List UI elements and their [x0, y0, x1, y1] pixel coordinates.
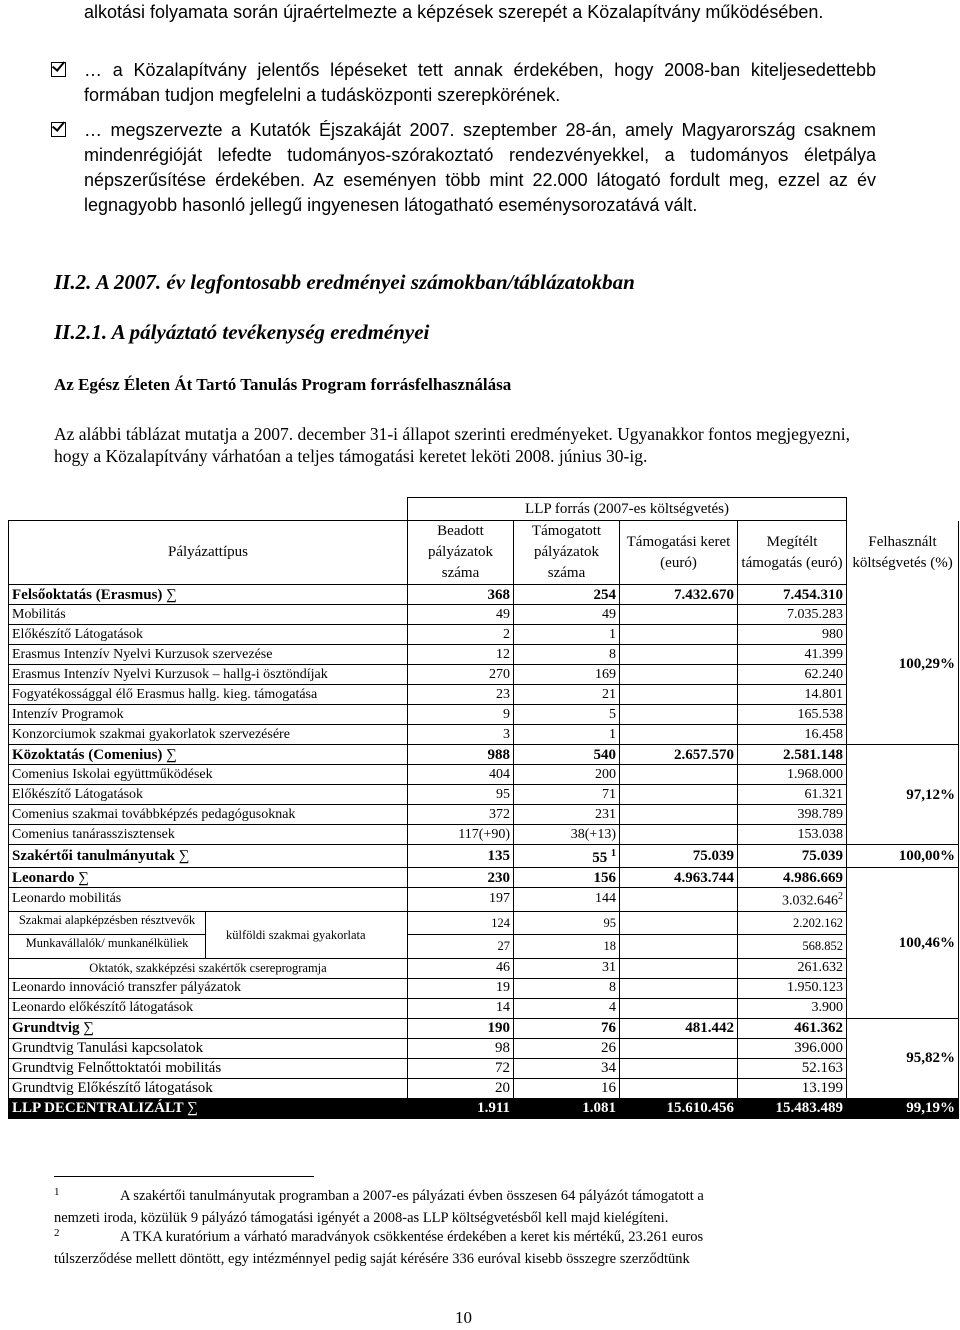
cell: 34 — [514, 1058, 620, 1078]
pct-cell: 100,29% — [847, 585, 959, 745]
row-name: Leonardo előkészítő látogatások — [9, 998, 408, 1018]
cell: 7.035.283 — [738, 605, 847, 625]
page-number: 10 — [455, 1308, 472, 1327]
cell: 1.968.000 — [738, 765, 847, 785]
pct-cell: 100,00% — [847, 845, 959, 868]
row-name: Mobilitás — [9, 605, 408, 625]
cell: 4.963.744 — [620, 868, 738, 888]
footnote-text: A TKA kuratórium a várható maradványok csökkentése érdekében a keret kis mértékű, 23.261 euros — [120, 1229, 704, 1245]
sum-symbol: ∑ — [83, 1020, 94, 1037]
row-name: Szakértői tanulmányutak — [12, 848, 175, 864]
cell: 98 — [408, 1038, 514, 1058]
cell — [514, 845, 620, 868]
sub-label: külföldi szakmai gyakorlata — [226, 927, 366, 942]
table-row — [9, 585, 959, 605]
cell: 71 — [514, 785, 620, 805]
cell: 135 — [408, 845, 514, 868]
table-row — [9, 745, 959, 765]
cell: 254 — [514, 585, 620, 605]
row-name: Grundtvig Előkészítő látogatások — [9, 1078, 408, 1098]
cell: 3.900 — [738, 998, 847, 1018]
cell: 61.321 — [738, 785, 847, 805]
cell: 372 — [408, 805, 514, 825]
footnote-text: túlszerződése mellett döntött, egy intézménnyel pedig saját kérésére 336 euróval kisebb összegre szerződtünk — [54, 1251, 690, 1267]
cell: 261.632 — [738, 958, 847, 978]
row-name: Grundtvig Tanulási kapcsolatok — [9, 1038, 408, 1058]
cell: 124 — [408, 911, 514, 935]
cell: 41.399 — [738, 645, 847, 665]
header-used: Felhasznált költségvetés (%) — [847, 521, 959, 585]
cell: 1 — [514, 625, 620, 645]
cell: 14 — [408, 998, 514, 1018]
table-row — [9, 625, 959, 645]
bullet-text-2: … megszervezte a Kutatók Éjszakáját 2007. szeptember 28-án, amely Magyarország csaknem mindenrégióját lefedte tudományos-szórakoztató rendezvényekkel, a tudományos életpálya népszerűsítése érdekében. Az eseményen több mint 22.000 látogató fordult meg, ezzel az év legnagyobb hasonló jellegű ingyenesen látogatható eseménysorozatává vált. — [84, 120, 876, 215]
cell: 15.610.456 — [620, 1098, 738, 1118]
cell: 988 — [408, 745, 514, 765]
pct-cell: 97,12% — [847, 745, 959, 845]
cell: 980 — [738, 625, 847, 645]
table-row — [9, 998, 959, 1018]
cell: 3 — [408, 725, 514, 745]
cell: 461.362 — [738, 1018, 847, 1038]
table-row — [9, 958, 959, 978]
cell: 1.911 — [408, 1098, 514, 1118]
cell: 481.442 — [620, 1018, 738, 1038]
table-row — [9, 805, 959, 825]
table-row — [9, 725, 959, 745]
pct-cell: 99,19% — [847, 1098, 959, 1118]
cell: 169 — [514, 665, 620, 685]
cell: 200 — [514, 765, 620, 785]
row-name: Comenius szakmai továbbképzés pedagógusoknak — [9, 805, 408, 825]
cell: 16.458 — [738, 725, 847, 745]
footnote-text: A szakértői tanulmányutak programban a 2007-es pályázati évben összesen 64 pályázót támogatott a — [120, 1188, 704, 1204]
row-name: Előkészítő Látogatások — [9, 785, 408, 805]
table-row — [9, 605, 959, 625]
table-row — [9, 1078, 959, 1098]
table-caption: LLP forrás (2007-es költségvetés) — [408, 498, 847, 521]
row-name: Leonardo — [12, 869, 75, 886]
table-row — [9, 845, 959, 868]
table-heading: Az Egész Életen Át Tartó Tanulás Program forrásfelhasználása — [54, 375, 512, 394]
table-row — [9, 705, 959, 725]
table-row — [9, 1038, 959, 1058]
cell: 9 — [408, 705, 514, 725]
sub-label: Munkavállalók/ munkanélküliek — [25, 936, 189, 951]
footnote-number: 2 — [54, 1227, 60, 1239]
cell: 62.240 — [738, 665, 847, 685]
cell: 72 — [408, 1058, 514, 1078]
cell: 404 — [408, 765, 514, 785]
cell: 197 — [408, 888, 514, 912]
cell: 8 — [514, 978, 620, 998]
cell: 230 — [408, 868, 514, 888]
cell: 14.801 — [738, 685, 847, 705]
cell: 2.202.162 — [738, 911, 847, 935]
table-row — [9, 785, 959, 805]
table-row — [9, 888, 959, 912]
header-type: Pályázattípus — [9, 521, 408, 585]
cell: 52.163 — [738, 1058, 847, 1078]
table-row — [9, 685, 959, 705]
cell: 26 — [514, 1038, 620, 1058]
cell: 20 — [408, 1078, 514, 1098]
row-name: Fogyatékossággal élő Erasmus hallg. kieg. támogatása — [9, 685, 408, 705]
row-name: Oktatók, szakképzési szakértők csereprogramja — [9, 958, 408, 978]
cell: 16 — [514, 1078, 620, 1098]
pct-cell: 95,82% — [847, 1018, 959, 1098]
cell: 540 — [514, 745, 620, 765]
footnote-text: nemzeti iroda, közülük 9 pályázó támogatási igényét a 2008-as LLP költségvetésből kell majd kielégíteni. — [54, 1210, 669, 1226]
cell: 31 — [514, 958, 620, 978]
footnote-ref: 1 — [611, 848, 616, 859]
row-name: Leonardo innováció transzfer pályázatok — [9, 978, 408, 998]
table-row — [9, 868, 959, 888]
cell: 13.199 — [738, 1078, 847, 1098]
cell: 15.483.489 — [738, 1098, 847, 1118]
row-name: Felsőoktatás (Erasmus) — [12, 586, 163, 603]
cell: 76 — [514, 1018, 620, 1038]
sum-symbol: ∑ — [78, 869, 89, 886]
table-row — [9, 1098, 959, 1118]
cell: 95 — [408, 785, 514, 805]
cell: 270 — [408, 665, 514, 685]
cell: 144 — [514, 888, 620, 912]
table-row — [9, 765, 959, 785]
intro-text: alkotási folyamata során újraértelmezte a képzések szerepét a Közalapítvány működésében. — [84, 2, 824, 22]
footnote-ref: 2 — [838, 891, 844, 902]
sum-symbol: ∑ — [166, 746, 177, 763]
cell: 19 — [408, 978, 514, 998]
header-supported: Támogatott pályázatok száma — [514, 521, 620, 585]
cell: 190 — [408, 1018, 514, 1038]
cell: 1.081 — [514, 1098, 620, 1118]
pct-cell: 100,46% — [847, 868, 959, 1019]
cell: 95 — [514, 911, 620, 935]
table-row — [9, 665, 959, 685]
row-name: Erasmus Intenzív Nyelvi Kurzusok – hallg-i ösztöndíjak — [9, 665, 408, 685]
row-name: Konzorciumok szakmai gyakorlatok szervezésére — [9, 725, 408, 745]
body-paragraph: Az alábbi táblázat mutatja a 2007. december 31-i állapot szerinti eredményeket. Ugyanakkor fontos megjegyezni, hogy a Közalapítvány várhatóan a teljes támogatási keretet leköti 2008. június 30-ig. — [54, 424, 850, 466]
sub-label: Szakmai alapképzésben résztvevők — [9, 912, 205, 936]
row-name: Erasmus Intenzív Nyelvi Kurzusok szervezése — [9, 645, 408, 665]
cell — [738, 888, 847, 912]
cell: 153.038 — [738, 825, 847, 845]
row-name: Leonardo mobilitás — [9, 888, 408, 912]
cell: 4 — [514, 998, 620, 1018]
cell: 12 — [408, 645, 514, 665]
cell: 2.657.570 — [620, 745, 738, 765]
cell: 568.852 — [738, 935, 847, 959]
header-submitted: Beadott pályázatok száma — [408, 521, 514, 585]
cell: 38(+13) — [514, 825, 620, 845]
footnote-divider — [54, 1176, 314, 1177]
cell: 117(+90) — [408, 825, 514, 845]
cell: 165.538 — [738, 705, 847, 725]
table-row — [9, 911, 959, 935]
cell: 1.950.123 — [738, 978, 847, 998]
sum-symbol: ∑ — [187, 1100, 198, 1117]
table-row — [9, 1018, 959, 1038]
header-awarded: Megítélt támogatás (euró) — [738, 521, 847, 585]
row-name: Grundtvig — [12, 1020, 80, 1037]
cell: 23 — [408, 685, 514, 705]
cell: 2.581.148 — [738, 745, 847, 765]
cell: 27 — [408, 935, 514, 959]
table-row — [9, 1058, 959, 1078]
cell-value: 3.032.646 — [782, 893, 839, 909]
cell: 8 — [514, 645, 620, 665]
row-name: Közoktatás (Comenius) — [12, 746, 163, 763]
subsection-heading: II.2.1. A pályáztató tevékenység eredményei — [54, 320, 430, 344]
cell: 7.454.310 — [738, 585, 847, 605]
cell: 396.000 — [738, 1038, 847, 1058]
cell: 1 — [514, 725, 620, 745]
cell: 49 — [514, 605, 620, 625]
cell: 75.039 — [738, 845, 847, 868]
cell: 4.986.669 — [738, 868, 847, 888]
table-row — [9, 978, 959, 998]
cell: 75.039 — [620, 845, 738, 868]
table-row — [9, 645, 959, 665]
cell-value: 55 — [592, 850, 608, 866]
header-budget: Támogatási keret (euró) — [620, 521, 738, 585]
cell: 7.432.670 — [620, 585, 738, 605]
row-name: Comenius tanárasszisztensek — [9, 825, 408, 845]
cell: 5 — [514, 705, 620, 725]
bullet-text-1: … a Közalapítvány jelentős lépéseket tett annak érdekében, hogy 2008-ban kiteljesedettebb formában tudjon megfelelni a tudásközponti szerepkörének. — [84, 60, 876, 105]
sum-symbol: ∑ — [178, 848, 190, 864]
cell: 368 — [408, 585, 514, 605]
cell: 2 — [408, 625, 514, 645]
table-row — [9, 825, 959, 845]
cell: 156 — [514, 868, 620, 888]
row-name: Grundtvig Felnőttoktatói mobilitás — [9, 1058, 408, 1078]
row-name: Előkészítő Látogatások — [9, 625, 408, 645]
cell: 398.789 — [738, 805, 847, 825]
row-name: Comenius Iskolai együttműködések — [9, 765, 408, 785]
cell: 21 — [514, 685, 620, 705]
checkbox-icon — [51, 122, 66, 137]
footnote-number: 1 — [54, 1186, 60, 1198]
section-heading: II.2. A 2007. év legfontosabb eredményei számokban/táblázatokban — [54, 270, 635, 294]
llp-table — [8, 497, 959, 1119]
sum-symbol: ∑ — [166, 586, 177, 603]
cell: 46 — [408, 958, 514, 978]
row-name: LLP DECENTRALIZÁLT — [12, 1100, 184, 1117]
cell: 49 — [408, 605, 514, 625]
checkbox-icon — [51, 62, 66, 77]
cell: 18 — [514, 935, 620, 959]
cell: 231 — [514, 805, 620, 825]
row-name: Intenzív Programok — [9, 705, 408, 725]
